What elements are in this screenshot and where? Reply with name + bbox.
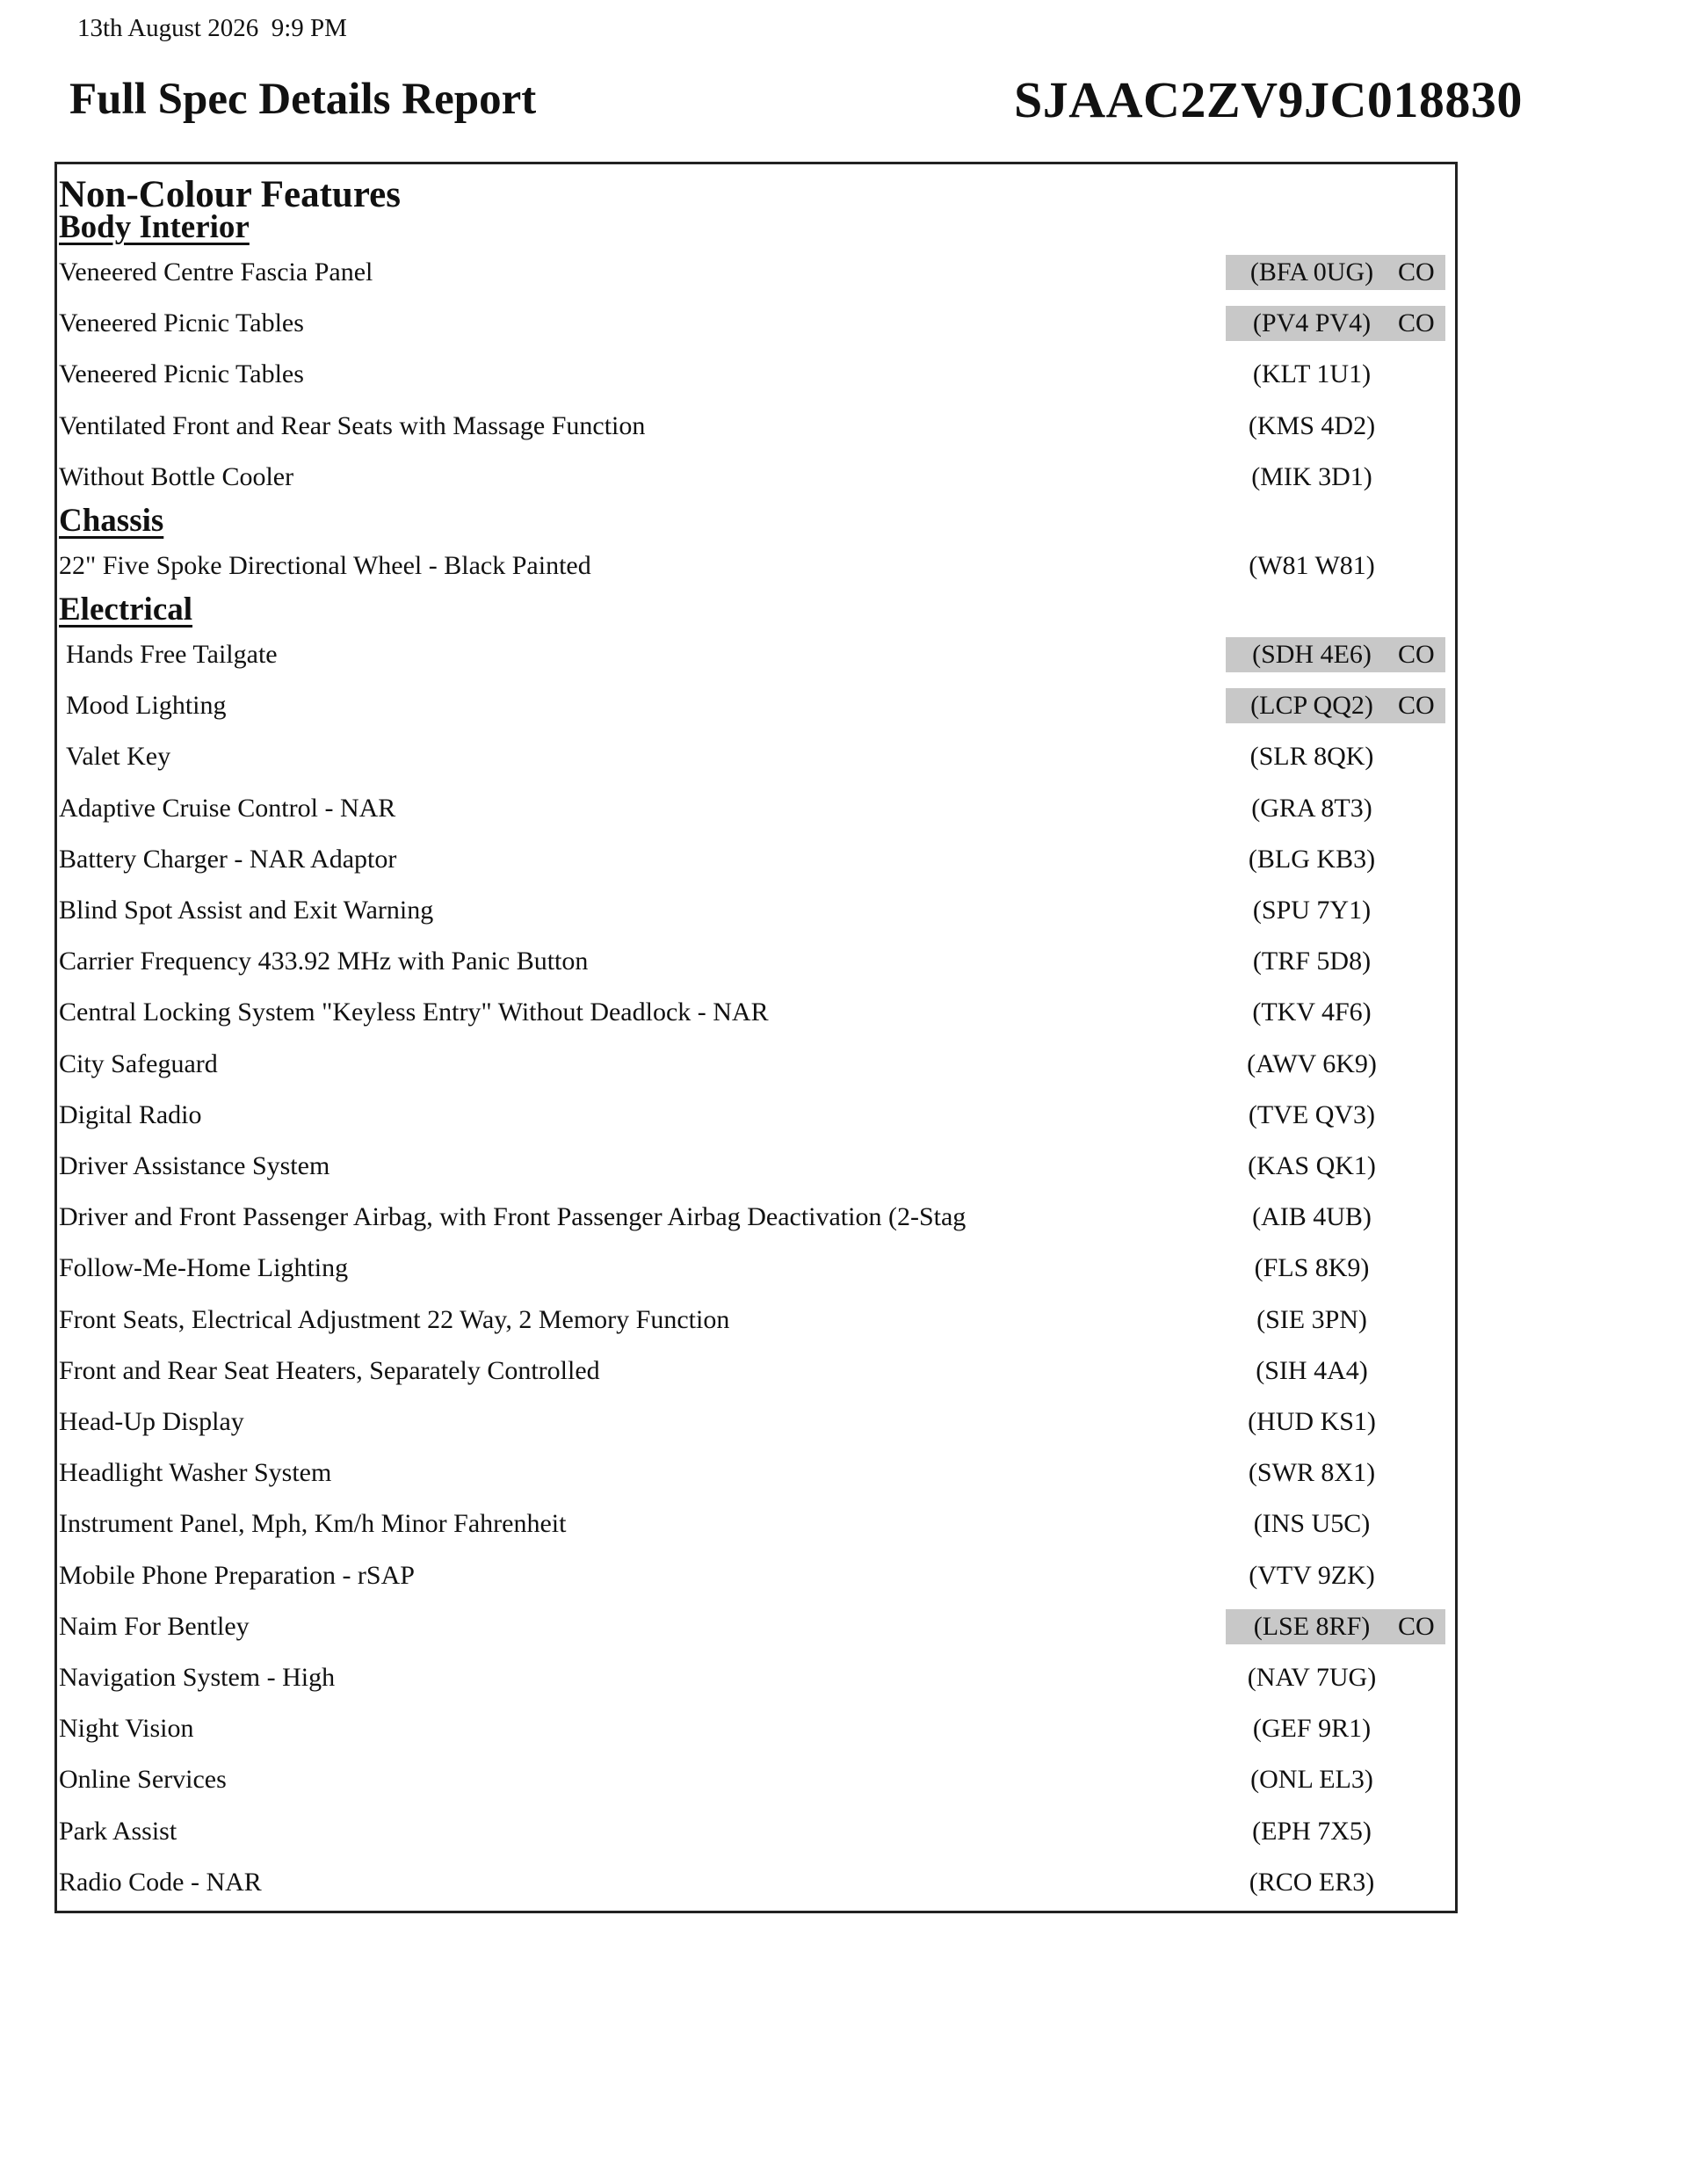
feature-row — [57, 306, 1455, 357]
option-code: (ONL EL3) — [1250, 1765, 1373, 1795]
feature-name: Online Services — [59, 1765, 227, 1795]
feature-code — [1226, 1558, 1445, 1593]
option-code: (SLR 8QK) — [1249, 742, 1374, 772]
feature-row — [57, 548, 1455, 599]
feature-code — [1226, 739, 1445, 774]
feature-name: Mobile Phone Preparation - rSAP — [59, 1560, 415, 1590]
feature-row — [57, 460, 1455, 511]
feature-code — [1226, 842, 1445, 877]
feature-code — [1226, 1506, 1445, 1542]
feature-code — [1226, 995, 1445, 1030]
feature-row — [57, 637, 1455, 688]
feature-row — [57, 1047, 1455, 1098]
feature-name: Instrument Panel, Mph, Km/h Minor Fahrenheit — [59, 1509, 567, 1539]
feature-name: Front Seats, Electrical Adjustment 22 Way, 2 Memory Function — [59, 1304, 730, 1334]
feature-row — [57, 255, 1455, 306]
feature-code — [1226, 1404, 1445, 1440]
feature-code — [1226, 1353, 1445, 1389]
section-heading: Non-Colour Features — [59, 174, 401, 215]
feature-code — [1226, 1251, 1445, 1286]
option-code: (W81 W81) — [1249, 551, 1375, 580]
feature-row — [57, 409, 1455, 460]
option-code: (EPH 7X5) — [1252, 1816, 1372, 1846]
feature-row — [57, 1404, 1455, 1455]
feature-row — [57, 688, 1455, 739]
group-heading-body-interior: Body Interior — [59, 209, 250, 245]
feature-row — [57, 1302, 1455, 1353]
vehicle-vin: SJAAC2ZV9JC018830 — [1014, 71, 1523, 128]
option-code: (SPU 7Y1) — [1252, 896, 1372, 925]
feature-code — [1226, 548, 1445, 584]
feature-name: Radio Code - NAR — [59, 1867, 262, 1897]
feature-code — [1226, 1098, 1445, 1133]
feature-row — [57, 995, 1455, 1046]
feature-name: Valet Key — [66, 742, 171, 772]
feature-row — [57, 1251, 1455, 1302]
option-code: (LCP QQ2) — [1250, 691, 1373, 721]
feature-row — [57, 893, 1455, 944]
option-code: (INS U5C) — [1253, 1509, 1371, 1539]
feature-name: Headlight Washer System — [59, 1458, 332, 1488]
feature-row — [57, 739, 1455, 790]
feature-name: Veneered Picnic Tables — [59, 308, 304, 338]
option-code: (GEF 9R1) — [1252, 1714, 1372, 1744]
feature-code — [1226, 944, 1445, 979]
feature-name: Naim For Bentley — [59, 1611, 250, 1641]
report-timestamp: 13th August 2026 9:9 PM — [77, 14, 347, 42]
feature-code — [1226, 791, 1445, 826]
feature-row — [57, 1660, 1455, 1711]
co-flag: CO — [1398, 308, 1435, 338]
feature-code — [1226, 1814, 1445, 1849]
feature-code — [1226, 1200, 1445, 1235]
co-flag: CO — [1398, 640, 1435, 669]
feature-code — [1226, 1762, 1445, 1797]
feature-row — [57, 1200, 1455, 1251]
feature-code-highlighted — [1226, 1609, 1445, 1644]
feature-code — [1226, 460, 1445, 495]
feature-row — [57, 1558, 1455, 1609]
feature-code-highlighted — [1226, 306, 1445, 341]
option-code: (SIH 4A4) — [1256, 1355, 1368, 1385]
co-flag: CO — [1398, 1611, 1435, 1641]
feature-row — [57, 791, 1455, 842]
feature-code — [1226, 1711, 1445, 1746]
feature-row — [57, 1353, 1455, 1404]
feature-code — [1226, 1865, 1445, 1900]
non-colour-features-panel — [54, 162, 1458, 1913]
option-code: (KAS QK1) — [1248, 1151, 1376, 1180]
feature-name: Battery Charger - NAR Adaptor — [59, 844, 397, 874]
feature-row — [57, 1609, 1455, 1660]
feature-name: Hands Free Tailgate — [66, 640, 278, 669]
feature-name: Park Assist — [59, 1816, 177, 1846]
option-code: (HUD KS1) — [1248, 1407, 1376, 1436]
option-code: (TRF 5D8) — [1252, 947, 1372, 976]
feature-code — [1226, 1455, 1445, 1491]
feature-code-highlighted — [1226, 637, 1445, 672]
feature-name: Navigation System - High — [59, 1663, 336, 1692]
feature-name: Driver and Front Passenger Airbag, with Front Passenger Airbag Deactivation (2-Stag — [59, 1202, 967, 1232]
option-code: (RCO ER3) — [1249, 1867, 1375, 1897]
feature-name: Without Bottle Cooler — [59, 461, 294, 491]
report-title: Full Spec Details Report — [69, 75, 537, 124]
option-code: (KMS 4D2) — [1248, 410, 1376, 440]
option-code: (LSE 8RF) — [1253, 1611, 1371, 1641]
option-code: (MIK 3D1) — [1251, 461, 1372, 491]
feature-name: Veneered Picnic Tables — [59, 359, 304, 389]
feature-name: Central Locking System "Keyless Entry" Without Deadlock - NAR — [59, 998, 769, 1027]
option-code: (GRA 8T3) — [1251, 793, 1372, 823]
feature-code — [1226, 1660, 1445, 1695]
co-flag: CO — [1398, 691, 1435, 721]
option-code: (AIB 4UB) — [1252, 1202, 1372, 1232]
feature-code — [1226, 893, 1445, 928]
feature-row — [57, 1455, 1455, 1506]
co-flag: CO — [1398, 258, 1435, 287]
feature-name: Veneered Centre Fascia Panel — [59, 258, 373, 287]
feature-code-highlighted — [1226, 688, 1445, 723]
feature-name: Adaptive Cruise Control - NAR — [59, 793, 396, 823]
feature-code — [1226, 1047, 1445, 1082]
option-code: (VTV 9ZK) — [1249, 1560, 1375, 1590]
feature-row — [57, 842, 1455, 893]
option-code: (AWV 6K9) — [1247, 1048, 1377, 1078]
option-code: (BFA 0UG) — [1249, 258, 1374, 287]
feature-code — [1226, 1149, 1445, 1184]
feature-name: Ventilated Front and Rear Seats with Massage Function — [59, 410, 646, 440]
option-code: (SWR 8X1) — [1248, 1458, 1376, 1488]
group-heading-chassis: Chassis — [59, 503, 164, 539]
feature-name: Mood Lighting — [66, 691, 227, 721]
feature-row — [57, 1814, 1455, 1865]
option-code: (SIE 3PN) — [1256, 1304, 1367, 1334]
feature-name: City Safeguard — [59, 1048, 218, 1078]
option-code: (BLG KB3) — [1248, 844, 1376, 874]
feature-row — [57, 1149, 1455, 1200]
feature-code-highlighted — [1226, 255, 1445, 290]
feature-name: Head-Up Display — [59, 1407, 244, 1436]
feature-name: 22" Five Spoke Directional Wheel - Black Painted — [59, 551, 591, 580]
option-code: (KLT 1U1) — [1252, 359, 1372, 389]
feature-row — [57, 1762, 1455, 1813]
feature-name: Carrier Frequency 433.92 MHz with Panic Button — [59, 947, 589, 976]
option-code: (TVE QV3) — [1248, 1099, 1376, 1129]
feature-row — [57, 1098, 1455, 1149]
feature-name: Follow-Me-Home Lighting — [59, 1253, 349, 1283]
option-code: (PV4 PV4) — [1252, 308, 1372, 338]
feature-row — [57, 1506, 1455, 1557]
feature-row — [57, 944, 1455, 995]
option-code: (TKV 4F6) — [1252, 998, 1372, 1027]
group-heading-electrical: Electrical — [59, 591, 193, 628]
feature-row — [57, 1865, 1455, 1916]
feature-code — [1226, 1302, 1445, 1338]
feature-code — [1226, 409, 1445, 444]
feature-row — [57, 357, 1455, 408]
feature-name: Digital Radio — [59, 1099, 202, 1129]
feature-name: Front and Rear Seat Heaters, Separately Controlled — [59, 1355, 600, 1385]
feature-code — [1226, 357, 1445, 392]
feature-name: Blind Spot Assist and Exit Warning — [59, 896, 434, 925]
option-code: (FLS 8K9) — [1254, 1253, 1370, 1283]
feature-name: Driver Assistance System — [59, 1151, 330, 1180]
feature-row — [57, 1711, 1455, 1762]
option-code: (NAV 7UG) — [1247, 1663, 1377, 1692]
feature-name: Night Vision — [59, 1714, 194, 1744]
option-code: (SDH 4E6) — [1252, 640, 1372, 669]
